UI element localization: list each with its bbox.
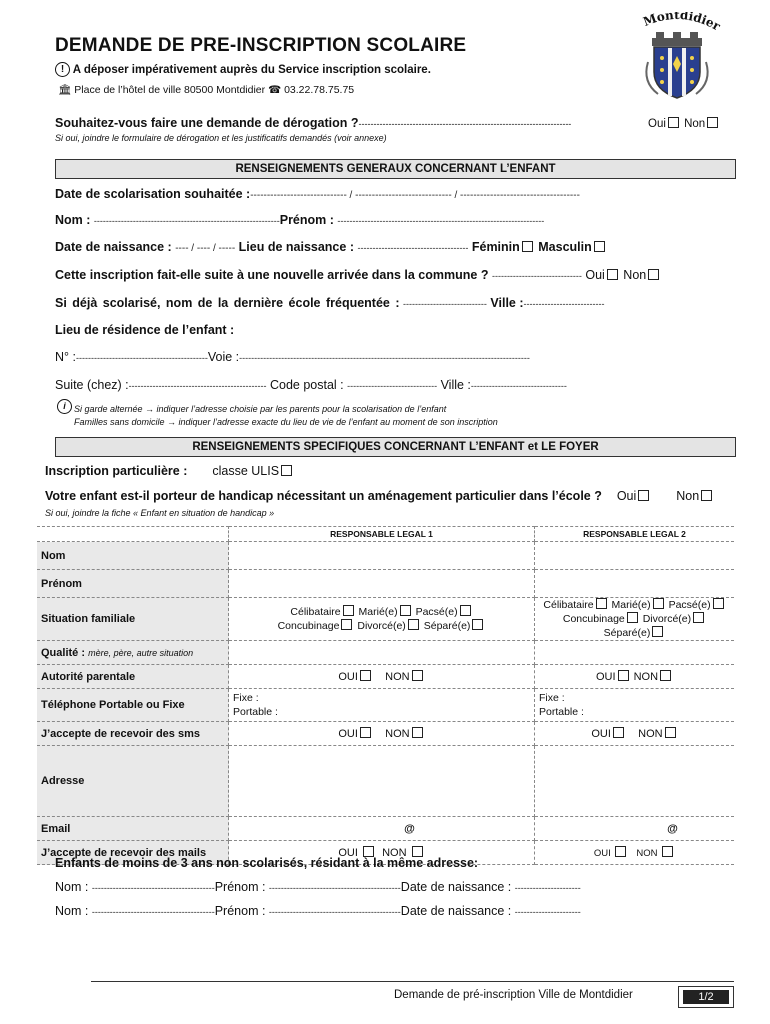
footer-text: Demande de pré-inscription Ville de Montdidier xyxy=(394,989,633,1001)
exclamation-icon: ! xyxy=(55,62,70,77)
row-label-sms: J’accepte de recevoir des sms xyxy=(37,722,229,746)
concubinage-r2-checkbox[interactable] xyxy=(627,612,638,623)
child-ddn-label: Date de naissance : xyxy=(400,880,512,894)
table-row-email xyxy=(37,817,734,841)
date-scolarisation-label: Date de scolarisation souhaitée : xyxy=(55,187,251,201)
info-garde-alternee: Si garde alternée → indiquer l’adresse choisie par les parents pour la scolarisation de l’enfant xyxy=(74,404,447,414)
situation-r1 xyxy=(229,598,535,641)
celibataire-label: Célibataire xyxy=(290,606,341,618)
arrivee-oui-label: Oui xyxy=(585,268,605,282)
arrivee-label: Cette inscription fait-elle suite à une nouvelle arrivée dans la commune ? xyxy=(55,268,489,282)
non-label: NON xyxy=(382,847,407,859)
derogation-question-row xyxy=(55,116,725,130)
at-sign: @ xyxy=(667,822,678,835)
derogation-non-checkbox[interactable] xyxy=(707,117,718,128)
marie-label: Marié(e) xyxy=(358,606,398,618)
handicap-oui-checkbox[interactable] xyxy=(638,490,649,501)
voie-label: Voie : xyxy=(207,350,240,364)
email-r2-field[interactable] xyxy=(535,817,735,841)
numero-field[interactable]: -------------------------------------------- xyxy=(75,353,208,363)
ville-field[interactable]: -------------------------------- xyxy=(470,381,567,391)
info-sans-domicile: Familles sans domicile → indiquer l’adresse exacte du lieu de vie de l’enfant au moment de son inscription xyxy=(74,417,498,427)
derogation-non-label: Non xyxy=(684,118,706,130)
marie-r2-checkbox[interactable] xyxy=(653,598,664,609)
ddn-label: Date de naissance : xyxy=(55,240,172,254)
section-specifique-heading: RENSEIGNEMENTS SPECIFIQUES CONCERNANT L’ENFANT et LE FOYER xyxy=(55,437,736,457)
child-prenom-label: Prénom : xyxy=(214,880,266,894)
numero-voie-row xyxy=(55,350,725,364)
feminin-checkbox[interactable] xyxy=(522,241,533,252)
phone-icon: ☎ xyxy=(268,84,282,96)
non-label: NON xyxy=(638,728,663,740)
masculin-checkbox[interactable] xyxy=(594,241,605,252)
row-label-prenom: Prénom xyxy=(37,570,229,598)
table-row-telephone xyxy=(37,689,734,722)
arrivee-non-label: Non xyxy=(623,268,647,282)
row-label-email: Email xyxy=(37,817,229,841)
telephone-r1[interactable] xyxy=(229,689,535,722)
child-row-1 xyxy=(55,880,725,894)
row-label-adresse: Adresse xyxy=(37,746,229,817)
ddn-field[interactable]: ---- / ---- / ----- xyxy=(175,243,236,254)
non-label: NON xyxy=(633,671,659,683)
child-ddn-field[interactable]: ---------------------- xyxy=(514,907,581,917)
divorce-r2-checkbox[interactable] xyxy=(693,612,704,623)
ville-ecole-label: Ville : xyxy=(490,296,524,310)
sms-r2 xyxy=(535,722,735,746)
nom-r1-field[interactable] xyxy=(229,542,535,570)
notice-text: A déposer impérativement auprès du Service inscription scolaire. xyxy=(72,64,431,76)
children-heading: Enfants de moins de 3 ans non scolarisés, résidant à la même adresse: xyxy=(55,856,479,870)
autorite-r1-non-checkbox[interactable] xyxy=(412,670,423,681)
lieu-naissance-label: Lieu de naissance : xyxy=(238,240,354,254)
nom-field[interactable]: -------------------------------------------------------------- xyxy=(93,216,280,226)
inscription-particuliere-label: Inscription particulière : xyxy=(45,464,188,478)
child-ddn-label: Date de naissance : xyxy=(400,904,512,918)
page-title: DEMANDE DE PRE-INSCRIPTION SCOLAIRE xyxy=(55,35,467,56)
separe-label: Séparé(e) xyxy=(603,627,651,639)
table-row-sms xyxy=(37,722,734,746)
arrivee-non-checkbox[interactable] xyxy=(648,269,659,280)
autorite-r1 xyxy=(229,665,535,689)
arrivee-row xyxy=(55,268,725,282)
section-general-heading: RENSEIGNEMENTS GENERAUX CONCERNANT L’ENFANT xyxy=(55,159,736,179)
email-r1-field[interactable] xyxy=(229,817,535,841)
responsables-table xyxy=(37,526,734,865)
qualite-note: mère, père, autre situation xyxy=(88,647,194,658)
derogation-oui-checkbox[interactable] xyxy=(668,117,679,128)
pacse-r2-checkbox[interactable] xyxy=(713,598,724,609)
table-row-adresse xyxy=(37,746,734,817)
child-nom-label: Nom : xyxy=(55,904,89,918)
info-icon: i xyxy=(57,396,72,414)
qualite-label: Qualité : xyxy=(41,646,86,659)
child-nom-label: Nom : xyxy=(55,880,89,894)
lieu-naissance-field[interactable]: ------------------------------------- xyxy=(357,243,469,253)
footer-divider xyxy=(91,981,734,982)
ulis-label: classe ULIS xyxy=(212,464,280,478)
pacse-label: Pacsé(e) xyxy=(415,606,458,618)
table-row-prenom xyxy=(37,570,734,598)
table-row-situation xyxy=(37,598,734,641)
table-row-autorite xyxy=(37,665,734,689)
col-responsable-1: RESPONSABLE LEGAL 1 xyxy=(229,527,535,542)
building-icon: 🏛 xyxy=(58,84,72,96)
handicap-non-checkbox[interactable] xyxy=(701,490,712,501)
derogation-choices xyxy=(648,117,720,130)
handicap-non-label: Non xyxy=(676,489,700,503)
voie-field[interactable]: ------------------------------------------------------------------------------------------------- xyxy=(239,353,530,363)
derogation-label: Souhaitez-vous faire une demande de dérogation ? xyxy=(55,116,359,130)
child-prenom-field[interactable]: -------------------------------------------- xyxy=(268,883,401,893)
table-row-nom xyxy=(37,542,734,570)
separe-r2-checkbox[interactable] xyxy=(652,626,663,637)
sms-r2-non-checkbox[interactable] xyxy=(665,727,676,738)
handicap-note: Si oui, joindre la fiche « Enfant en situation de handicap » xyxy=(45,508,275,518)
oui-label: OUI xyxy=(593,848,611,859)
marie-r1-checkbox[interactable] xyxy=(400,605,411,616)
autorite-r1-oui-checkbox[interactable] xyxy=(360,670,371,681)
notice-line xyxy=(55,62,431,77)
row-label-nom: Nom xyxy=(37,542,229,570)
ville-ecole-field[interactable]: --------------------------- xyxy=(523,299,605,309)
concubinage-label: Concubinage xyxy=(277,620,340,632)
row-label-mails: J’accepte de recevoir des mails xyxy=(37,841,229,865)
oui-label: OUI xyxy=(338,671,358,683)
ville-label: Ville : xyxy=(440,378,471,392)
non-label: NON xyxy=(636,848,658,859)
sms-r2-oui-checkbox[interactable] xyxy=(613,727,624,738)
separe-label: Séparé(e) xyxy=(423,620,471,632)
child-ddn-field[interactable]: ---------------------- xyxy=(514,883,581,893)
masculin-label: Masculin xyxy=(538,240,592,254)
numero-label: N° : xyxy=(55,350,76,364)
fixe-label: Fixe : xyxy=(539,692,565,704)
derogation-note: Si oui, joindre le formulaire de dérogation et les justificatifs demandés (voir annexe) xyxy=(55,133,387,143)
row-label-qualite xyxy=(37,641,229,665)
date-scolarisation-row xyxy=(55,187,725,201)
separe-r1-checkbox[interactable] xyxy=(472,619,483,630)
autorite-r2 xyxy=(535,665,735,689)
derogation-dashes: ----------------------------------------------------------------------- xyxy=(358,119,572,129)
adresse-r2-field[interactable] xyxy=(535,746,735,817)
residence-label: Lieu de résidence de l’enfant : xyxy=(55,323,235,337)
derniere-ecole-label: Si déjà scolarisé, nom de la dernière école fréquentée : xyxy=(55,296,400,310)
row-label-autorite: Autorité parentale xyxy=(37,665,229,689)
suite-label: Suite (chez) : xyxy=(55,378,129,392)
code-postal-field[interactable]: ------------------------------ xyxy=(347,381,438,391)
suite-field[interactable]: ---------------------------------------------- xyxy=(128,381,267,391)
page-number: 1/2 xyxy=(683,990,729,1004)
naissance-row xyxy=(55,240,725,254)
autorite-r2-oui-checkbox[interactable] xyxy=(618,670,629,681)
child-nom-field[interactable]: ----------------------------------------- xyxy=(91,907,215,917)
suite-cp-ville-row xyxy=(55,378,725,392)
child-nom-field[interactable]: ----------------------------------------- xyxy=(91,883,215,893)
portable-label: Portable : xyxy=(233,706,278,718)
pacse-label: Pacsé(e) xyxy=(668,599,711,611)
code-postal-label: Code postal : xyxy=(270,378,344,392)
oui-label: OUI xyxy=(338,728,358,740)
derniere-ecole-field[interactable]: ---------------------------- xyxy=(403,299,487,309)
divorce-label: Divorcé(e) xyxy=(357,620,406,632)
arrivee-oui-checkbox[interactable] xyxy=(607,269,618,280)
concubinage-label: Concubinage xyxy=(562,613,625,625)
non-label: NON xyxy=(385,671,410,683)
nom-prenom-row xyxy=(55,213,725,227)
non-label: NON xyxy=(385,728,410,740)
celibataire-r1-checkbox[interactable] xyxy=(343,605,354,616)
prenom-r2-field[interactable] xyxy=(535,570,735,598)
col-responsable-2: RESPONSABLE LEGAL 2 xyxy=(535,527,735,542)
oui-label: OUI xyxy=(338,847,358,859)
date-scolarisation-field[interactable]: ----------------------------- / ----------------------------- / ------------------------------------ xyxy=(250,190,580,201)
divorce-r1-checkbox[interactable] xyxy=(408,619,419,630)
divorce-label: Divorcé(e) xyxy=(642,613,692,625)
oui-label: OUI xyxy=(591,728,611,740)
prenom-r1-field[interactable] xyxy=(229,570,535,598)
handicap-oui-label: Oui xyxy=(616,489,637,503)
table-header-empty xyxy=(37,527,229,542)
derniere-ecole-row xyxy=(55,296,725,310)
marie-label: Marié(e) xyxy=(611,599,651,611)
feminin-label: Féminin xyxy=(471,240,520,254)
page-number-box xyxy=(678,986,734,1008)
oui-label: OUI xyxy=(595,671,616,683)
row-label-telephone: Téléphone Portable ou Fixe xyxy=(37,689,229,722)
qualite-r1-field[interactable] xyxy=(229,641,535,665)
arrivee-dashes: ------------------------------ xyxy=(491,271,582,281)
prenom-field[interactable]: --------------------------------------------------------------------- xyxy=(337,216,545,226)
nom-label: Nom : xyxy=(55,213,91,227)
inscription-particuliere-row xyxy=(45,464,294,478)
child-prenom-field[interactable]: -------------------------------------------- xyxy=(268,907,401,917)
prenom-label: Prénom : xyxy=(279,213,334,227)
situation-r2 xyxy=(535,598,735,641)
qualite-r2-field[interactable] xyxy=(535,641,735,665)
phone-text: 03.22.78.75.75 xyxy=(284,84,355,96)
fixe-label: Fixe : xyxy=(233,692,259,704)
handicap-label: Votre enfant est-il porteur de handicap nécessitant un aménagement particulier dans l’école ? xyxy=(45,489,602,503)
address-text: Place de l’hôtel de ville 80500 Montdidier xyxy=(74,84,266,96)
nom-r2-field[interactable] xyxy=(535,542,735,570)
table-header-row xyxy=(37,527,734,542)
sms-r1-non-checkbox[interactable] xyxy=(412,727,423,738)
table-row-qualite xyxy=(37,641,734,665)
celibataire-r2-checkbox[interactable] xyxy=(596,598,607,609)
adresse-r1-field[interactable] xyxy=(229,746,535,817)
autorite-r2-non-checkbox[interactable] xyxy=(660,670,671,681)
telephone-r2[interactable] xyxy=(535,689,735,722)
portable-label: Portable : xyxy=(539,706,584,718)
derogation-oui-label: Oui xyxy=(648,118,666,130)
child-prenom-label: Prénom : xyxy=(214,904,266,918)
montdidier-crest-logo xyxy=(628,12,726,100)
sms-r1-oui-checkbox[interactable] xyxy=(360,727,371,738)
svg-text:Montdidier: Montdidier xyxy=(641,12,723,34)
child-row-2 xyxy=(55,904,725,918)
sms-r1 xyxy=(229,722,535,746)
ulis-checkbox[interactable] xyxy=(281,465,292,476)
handicap-row xyxy=(45,489,714,503)
celibataire-label: Célibataire xyxy=(543,599,594,611)
at-sign: @ xyxy=(404,822,415,835)
concubinage-r1-checkbox[interactable] xyxy=(341,619,352,630)
row-label-situation: Situation familiale xyxy=(37,598,229,641)
pacse-r1-checkbox[interactable] xyxy=(460,605,471,616)
address-line xyxy=(58,83,354,96)
